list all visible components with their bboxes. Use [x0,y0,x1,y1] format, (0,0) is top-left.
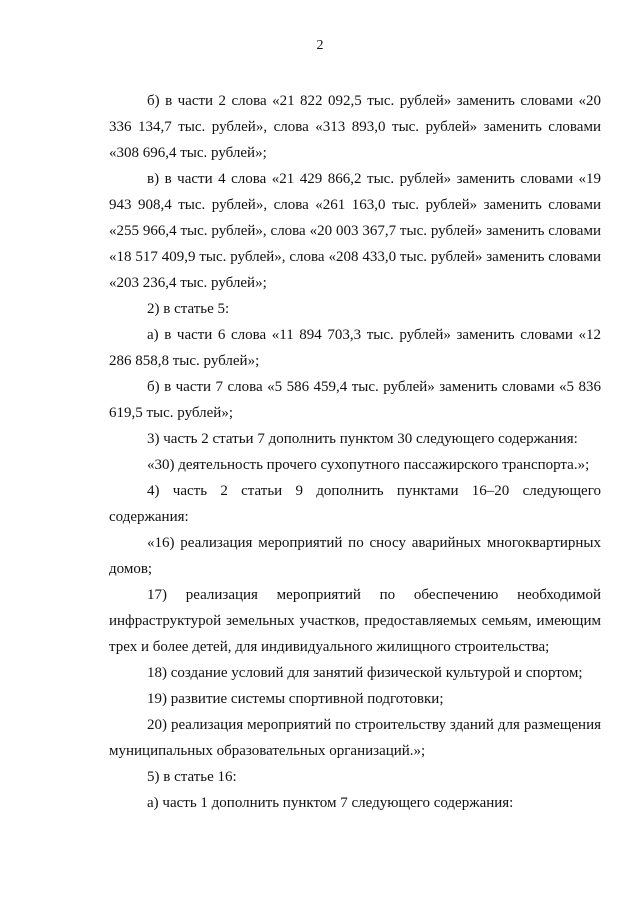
paragraph: 18) создание условий для занятий физической культурой и спортом; [147,665,583,681]
page-number: 2 [316,38,324,53]
paragraph: 4) часть 2 статьи 9 дополнить пунктами 16–20 следующего содержания: [109,483,601,525]
paragraph: б) в части 2 слова «21 822 092,5 тыс. рублей» заменить словами «20 336 134,7 тыс. рублей», слова «313 893,0 тыс. рублей» заменить словами «308 696,4 тыс. рублей»; [109,93,601,161]
paragraph: б) в части 7 слова «5 586 459,4 тыс. рублей» заменить словами «5 836 619,5 тыс. рублей»; [109,379,601,421]
paragraph: а) в части 6 слова «11 894 703,3 тыс. рублей» заменить словами «12 286 858,8 тыс. рублей»; [109,327,601,369]
paragraph: в) в части 4 слова «21 429 866,2 тыс. рублей» заменить словами «19 943 908,4 тыс. рублей», слова «261 163,0 тыс. рублей» заменить словами «255 966,4 тыс. рублей», слова «20 003 367,7 тыс. рублей» заменить словами «18 517 409,9 тыс. рублей», слова «208 433,0 тыс. рублей» заменить словами «203 236,4 тыс. рублей»; [109,171,601,291]
paragraph: 20) реализация мероприятий по строительству зданий для размещения муниципальных образовательных организаций.»; [109,717,601,759]
document-body [109,88,601,816]
paragraph: 17) реализация мероприятий по обеспечению необходимой инфраструктурой земельных участков, предоставляемых семьям, имеющим трех и более детей, для индивидуального жилищного строительства; [109,587,601,655]
paragraph: 3) часть 2 статьи 7 дополнить пунктом 30 следующего содержания: [147,431,578,447]
paragraph: «16) реализация мероприятий по сносу аварийных многоквартирных домов; [109,535,601,577]
paragraph: 5) в статье 16: [147,769,237,785]
paragraph: а) часть 1 дополнить пунктом 7 следующего содержания: [147,795,514,811]
paragraph: 2) в статье 5: [147,301,230,317]
paragraph: «30) деятельность прочего сухопутного пассажирского транспорта.»; [147,457,590,473]
paragraph: 19) развитие системы спортивной подготовки; [147,691,444,707]
